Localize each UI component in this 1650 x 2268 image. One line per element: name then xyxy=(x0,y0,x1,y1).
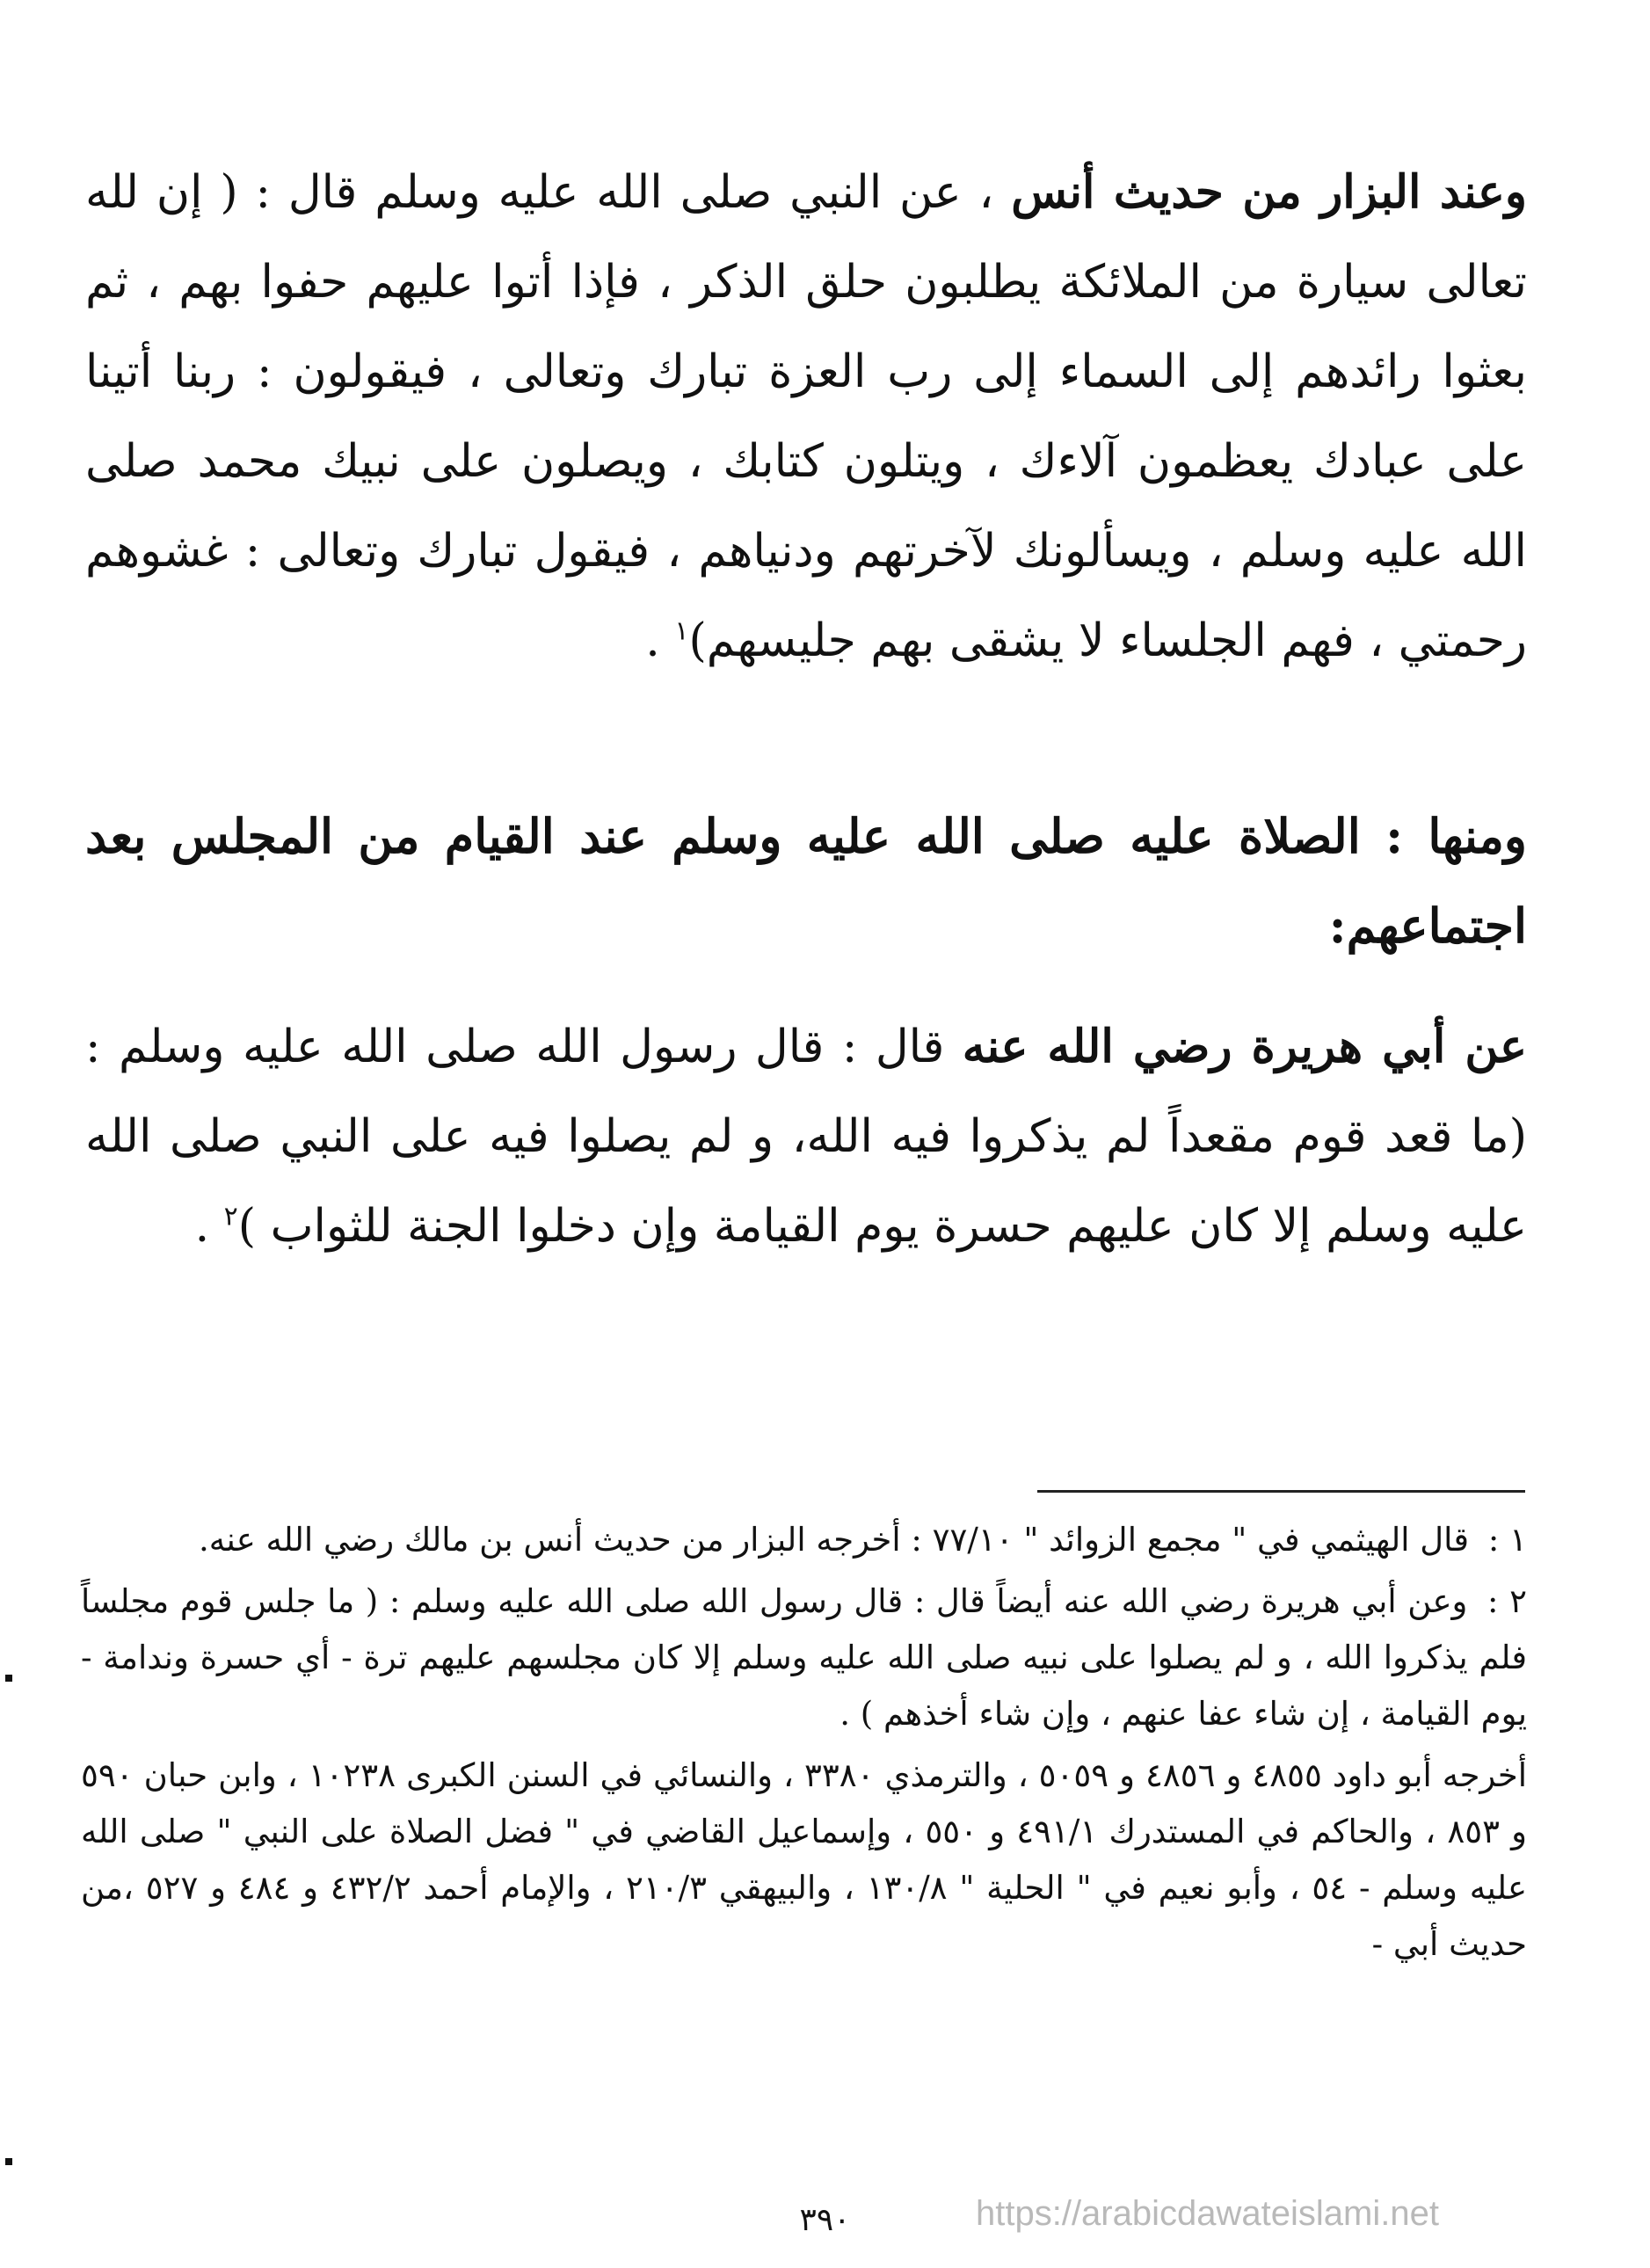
footnote-number: ١ : xyxy=(1487,1521,1527,1559)
heading-text: ومنها : الصلاة عليه صلى الله عليه وسلم عند القيام من المجلس بعد اجتماعهم: xyxy=(85,808,1527,954)
paragraph-end: . xyxy=(645,614,660,667)
footnote-number: ٢ : xyxy=(1487,1582,1528,1620)
footnote-text: وعن أبي هريرة رضي الله عنه أيضاً قال : قال رسول الله صلى الله عليه وسلم : ( ما جلس قوم مجلساً فلم يذكروا الله ، و لم يصلوا على نبيه صلى الله عليه وسلم إلا كان مجلسهم عليهم ترة - أي حسرة وندامة - يوم القيامة ، إن شاء عفا عنهم ، وإن شاء أخذهم ) . xyxy=(81,1582,1528,1733)
section-heading xyxy=(85,791,1527,970)
paragraph-text: ، عن النبي صلى الله عليه وسلم قال : ( إن لله تعالى سيارة من الملائكة يطلبون حلق الذكر ، فإذا أتوا عليهم حفوا بهم ، ثم بعثوا رائدهم إلى السماء إلى رب العزة تبارك وتعالى ، فيقولون : ربنا أتينا على عبادك يعظمون آلاءك ، ويتلون كتابك ، ويصلون على نبيك محمد صلى الله عليه وسلم ، ويسألونك لآخرتهم ودنياهم ، فيقول تبارك وتعالى : غشوهم رحمتي ، فهم الجلساء لا يشقى بهم جليسهم) xyxy=(85,166,1527,667)
paragraph-hadith-abu-hurayra xyxy=(85,1002,1527,1271)
footnote-text: أخرجه أبو داود ٤٨٥٥ و ٤٨٥٦ و ٥٠٥٩ ، والترمذي ٣٣٨٠ ، والنسائي في السنن الكبرى ١٠٢٣٨ ، وابن حبان ٥٩٠ و ٨٥٣ ، والحاكم في المستدرك ٤٩١/١ و ٥٥٠ ، وإسماعيل القاضي في " فضل الصلاة على النبي " صلى الله عليه وسلم - ٥٤ ، وأبو نعيم في " الحلية " ١٣٠/٨ ، والبيهقي ٢١٠/٣ ، والإمام أحمد ٤٣٢/٢ و ٤٨٤ و ٥٢٧ ،من حديث أبي - xyxy=(81,1756,1528,1963)
page-number: ٣٩٠ xyxy=(799,2202,851,2238)
margin-dot xyxy=(5,1675,12,1682)
paragraph-end: . xyxy=(194,1200,210,1253)
watermark: https://arabicdawateislami.net xyxy=(976,2194,1439,2233)
footnote-reference[interactable]: ٢ xyxy=(223,1201,238,1232)
footnote-2-continuation xyxy=(81,1748,1527,1973)
footnote-reference[interactable]: ١ xyxy=(674,615,689,647)
margin-dot xyxy=(5,2158,12,2165)
paragraph-text: قال : قال رسول الله صلى الله عليه وسلم : (ما قعد قوم مقعداً لم يذكروا فيه الله، و لم يصلوا فيه على النبي صلى الله عليه وسلم إلا كان عليهم حسرة يوم القيامة وإن دخلوا الجنة للثواب ) xyxy=(85,1021,1527,1253)
paragraph-hadith-anas xyxy=(85,148,1527,686)
footnote-text: قال الهيثمي في " مجمع الزوائد " ٧٧/١٠ : أخرجه البزار من حديث أنس بن مالك رضي الله عنه. xyxy=(198,1521,1470,1559)
footnote-2 xyxy=(81,1574,1527,1742)
footnote-1 xyxy=(81,1512,1527,1568)
paragraph-lead: وعند البزار من حديث أنس xyxy=(1011,165,1528,219)
footnotes xyxy=(81,1512,1527,1978)
paragraph-lead: عن أبي هريرة رضي الله عنه xyxy=(962,1020,1527,1073)
footnote-divider xyxy=(1037,1490,1525,1493)
